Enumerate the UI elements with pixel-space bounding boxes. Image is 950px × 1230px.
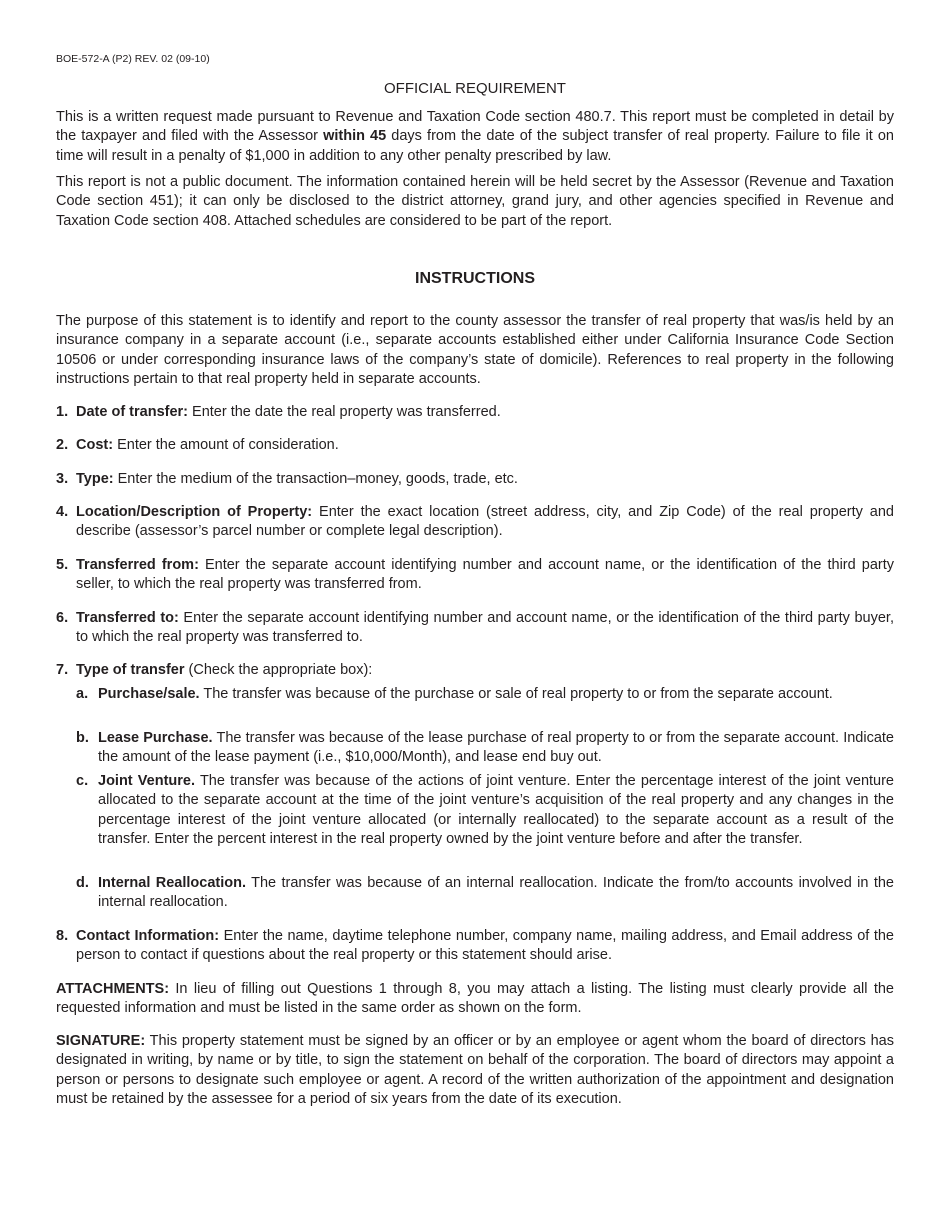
- instructions-title: INSTRUCTIONS: [415, 270, 535, 287]
- transfer-type-d: d. Internal Reallocation. The transfer was because of an internal reallocation. Indicate the from/to accounts involved in the internal reallocation.: [76, 875, 894, 911]
- instruction-item-6: 6. Transferred to: Enter the separate account identifying number and account name, or the identification of the third party buyer, to which the real property was transferred to.: [56, 610, 894, 646]
- instruction-item-1: 1. Date of transfer: Enter the date the real property was transferred.: [56, 404, 501, 420]
- instruction-item-4: 4. Location/Description of Property: Enter the exact location (street address, city, and Zip Code) of the real property and describe (assessor’s parcel number or complete legal description).: [56, 504, 894, 540]
- official-paragraph-1: This is a written request made pursuant to Revenue and Taxation Code section 480.7. This report must be completed in detail by the taxpayer and filed with the Assessor within 45 days from the date of the subject transfer of real property. Failure to file it on time will result in a penalty of $1,000 in addition to any other penalty prescribed by law.: [56, 109, 894, 164]
- instruction-item-7: 7. Type of transfer (Check the appropriate box):: [56, 662, 373, 678]
- instructions-intro: The purpose of this statement is to identify and report to the county assessor the transfer of real property that was/is held by an insurance company in a separate account (i.e., separate accounts established either under California Insurance Code Section 10506 or under corresponding insurance laws of the company’s state of domicile). References to real property in the following instructions pertain to that real property held in separate accounts.: [56, 313, 894, 387]
- transfer-type-b: b. Lease Purchase. The transfer was because of the lease purchase of real property to or from the separate account. Indicate the amount of the lease payment (i.e., $10,000/Month), and lease end buy out.: [76, 730, 894, 766]
- official-requirement-title: OFFICIAL REQUIREMENT: [384, 80, 566, 97]
- instruction-item-3: 3. Type: Enter the medium of the transaction–money, goods, trade, etc.: [56, 471, 518, 487]
- transfer-type-c: c. Joint Venture. The transfer was because of the actions of joint venture. Enter the percentage interest of the joint venture allocated to the separate account at the time of the joint venture’s acquisition of the real property and any changes in the percentage interest of the joint venture allocated (or internally reallocated) to the separate account as a result of the transfer. Enter the percent interest in the real property owned by the joint venture before and after the transfer.: [76, 773, 894, 847]
- attachments-paragraph: ATTACHMENTS: In lieu of filling out Questions 1 through 8, you may attach a listing. The listing must clearly provide all the requested information and must be listed in the same order as shown on the form.: [56, 981, 894, 1017]
- form-number: BOE-572-A (P2) REV. 02 (09-10): [56, 53, 210, 65]
- instruction-item-2: 2. Cost: Enter the amount of consideration.: [56, 437, 339, 453]
- official-paragraph-2: This report is not a public document. The information contained herein will be held secret by the Assessor (Revenue and Taxation Code section 451); it can only be disclosed to the district attorney, grand jury, and other agencies specified in Revenue and Taxation Code section 408. Attached schedules are considered to be part of the report.: [56, 174, 894, 229]
- instruction-item-5: 5. Transferred from: Enter the separate account identifying number and account name, or the identification of the third party seller, to which the real property was transferred from.: [56, 557, 894, 593]
- signature-paragraph: SIGNATURE: This property statement must be signed by an officer or by an employee or agent whom the board of directors has designated in writing, by name or by title, to sign the statement on behalf of the corporation. The board of directors may appoint a person or persons to designate such employee or agent. A record of the written authorization of the appointment and designation must be retained by the assessee for a period of six years from the date of its execution.: [56, 1033, 894, 1107]
- instruction-item-8: 8. Contact Information: Enter the name, daytime telephone number, company name, mailing address, and Email address of the person to contact if questions about the real property or this statement should arise.: [56, 928, 894, 964]
- transfer-type-a: a. Purchase/sale. The transfer was because of the purchase or sale of real property to or from the separate account.: [76, 686, 833, 702]
